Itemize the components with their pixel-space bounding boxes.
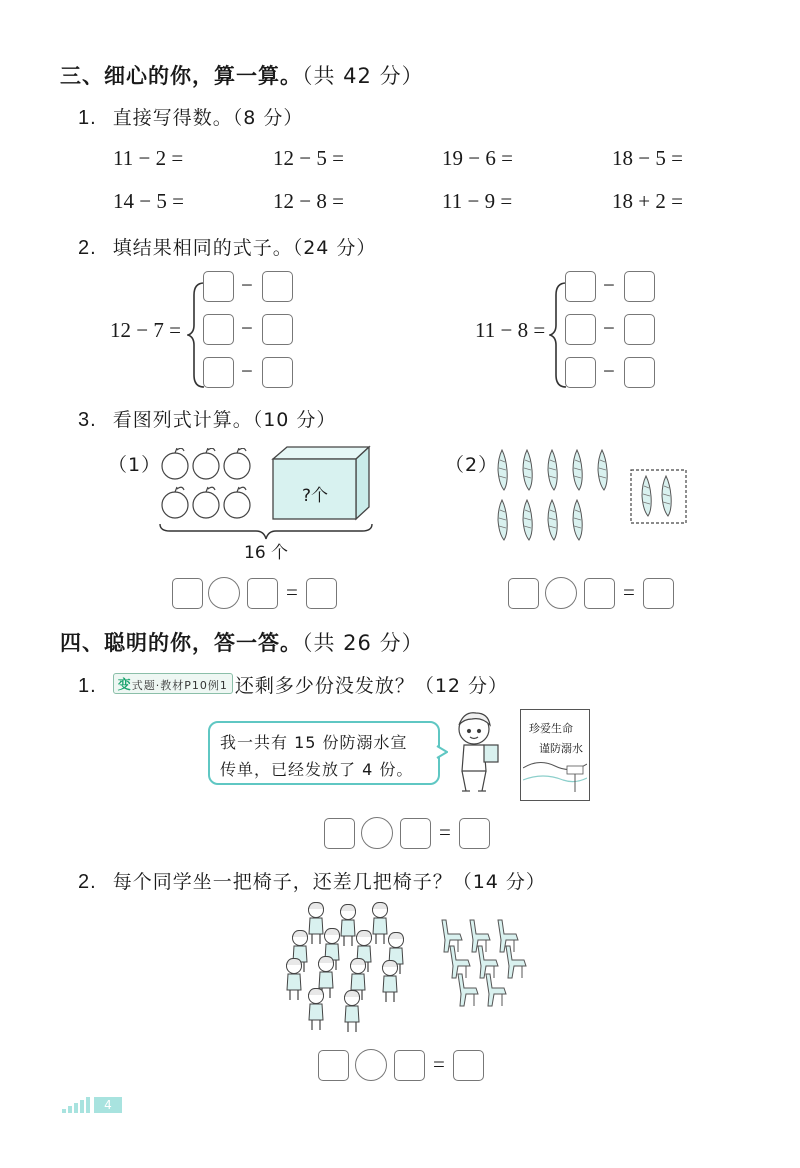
- section-title-text: 三、细心的你，算一算。: [60, 64, 302, 88]
- answer-box[interactable]: [565, 314, 596, 345]
- answer-box[interactable]: [565, 357, 596, 388]
- safety-poster: [520, 709, 590, 801]
- minus-sign: −: [603, 359, 615, 383]
- question-number: 1.: [78, 675, 97, 697]
- operator-circle[interactable]: [208, 577, 240, 609]
- answer-box[interactable]: [459, 818, 490, 849]
- section-title-4: [60, 627, 424, 657]
- minus-sign: −: [241, 359, 253, 383]
- answer-box[interactable]: [624, 314, 655, 345]
- variant-badge: [113, 673, 233, 694]
- calc-item: 12 − 5 =: [273, 146, 344, 170]
- section-points: （共 26 分）: [302, 631, 424, 655]
- corn-illustration: [494, 448, 694, 548]
- answer-box[interactable]: [400, 818, 431, 849]
- question-1-heading: [78, 103, 303, 130]
- answer-box[interactable]: [624, 271, 655, 302]
- box-label: ?个: [302, 486, 329, 506]
- answer-box[interactable]: [643, 578, 674, 609]
- page-steps-decoration: [60, 1097, 96, 1113]
- question-number: 2.: [78, 237, 97, 259]
- apples-illustration: [160, 448, 255, 526]
- part-1-label: （1）: [108, 454, 162, 476]
- left-expression: 12 − 7 =: [110, 318, 181, 342]
- s4-question-1-heading: [78, 671, 508, 698]
- calc-item: 11 − 9 =: [442, 189, 513, 213]
- minus-sign: −: [603, 273, 615, 297]
- calc-item: 18 + 2 =: [612, 189, 683, 213]
- poster-title: 珍爱生命: [529, 722, 573, 735]
- children-illustration: [276, 900, 424, 1040]
- answer-box[interactable]: [262, 314, 293, 345]
- question-2-heading: [78, 233, 376, 260]
- calc-item: 14 − 5 =: [113, 189, 184, 213]
- question-number: 2.: [78, 871, 97, 893]
- equals-sign: =: [433, 1052, 445, 1076]
- equals-sign: =: [439, 820, 451, 844]
- part-2-label: （2）: [445, 454, 499, 476]
- minus-sign: −: [241, 273, 253, 297]
- question-text: 直接写得数。（8 分）: [112, 107, 304, 129]
- question-number: 3.: [78, 409, 97, 431]
- calc-item: 12 − 8 =: [273, 189, 344, 213]
- chairs-illustration: [436, 918, 530, 1010]
- question-text: 填结果相同的式子。（24 分）: [112, 237, 377, 259]
- calc-item: 18 − 5 =: [612, 146, 683, 170]
- right-expression: 11 − 8 =: [475, 318, 546, 342]
- answer-box[interactable]: [565, 271, 596, 302]
- s4-question-2-heading: [78, 867, 546, 894]
- page-number: 4: [94, 1097, 122, 1113]
- calc-item: 19 − 6 =: [442, 146, 513, 170]
- badge-main: 变: [117, 678, 132, 693]
- answer-box[interactable]: [306, 578, 337, 609]
- calc-item: 11 − 2 =: [113, 146, 184, 170]
- answer-box[interactable]: [453, 1050, 484, 1081]
- question-text: 每个同学坐一把椅子，还差几把椅子？（14 分）: [112, 871, 546, 893]
- answer-box[interactable]: [247, 578, 278, 609]
- question-3-heading: [78, 405, 336, 432]
- bubble-line: 传单，已经发放了 4 份。: [220, 760, 414, 779]
- poster-subtitle: 谨防溺水: [539, 742, 583, 755]
- operator-circle[interactable]: [361, 817, 393, 849]
- answer-box[interactable]: [508, 578, 539, 609]
- badge-text: 式题·教材P10例1: [131, 679, 228, 692]
- answer-box[interactable]: [324, 818, 355, 849]
- answer-box[interactable]: [624, 357, 655, 388]
- answer-box[interactable]: [584, 578, 615, 609]
- answer-box[interactable]: [172, 578, 203, 609]
- question-number: 1.: [78, 107, 97, 129]
- answer-box[interactable]: [262, 271, 293, 302]
- minus-sign: −: [603, 316, 615, 340]
- boy-illustration: [446, 707, 508, 801]
- section-title-text: 四、聪明的你，答一答。: [60, 631, 302, 655]
- answer-box[interactable]: [203, 271, 234, 302]
- operator-circle[interactable]: [355, 1049, 387, 1081]
- bubble-line: 我一共有 15 份防溺水宣: [220, 733, 408, 752]
- answer-box[interactable]: [394, 1050, 425, 1081]
- speech-bubble: [208, 721, 440, 785]
- poster-illustration: [523, 754, 587, 798]
- answer-box[interactable]: [203, 357, 234, 388]
- equals-sign: =: [286, 580, 298, 604]
- operator-circle[interactable]: [545, 577, 577, 609]
- answer-box[interactable]: [262, 357, 293, 388]
- section-points: （共 42 分）: [302, 64, 424, 88]
- section-title-3: [60, 60, 424, 90]
- minus-sign: −: [241, 316, 253, 340]
- question-text: 还剩多少份没发放？（12 分）: [234, 675, 509, 697]
- question-text: 看图列式计算。（10 分）: [112, 409, 337, 431]
- total-label: 16 个: [244, 543, 289, 563]
- equals-sign: =: [623, 580, 635, 604]
- answer-box[interactable]: [318, 1050, 349, 1081]
- answer-box[interactable]: [203, 314, 234, 345]
